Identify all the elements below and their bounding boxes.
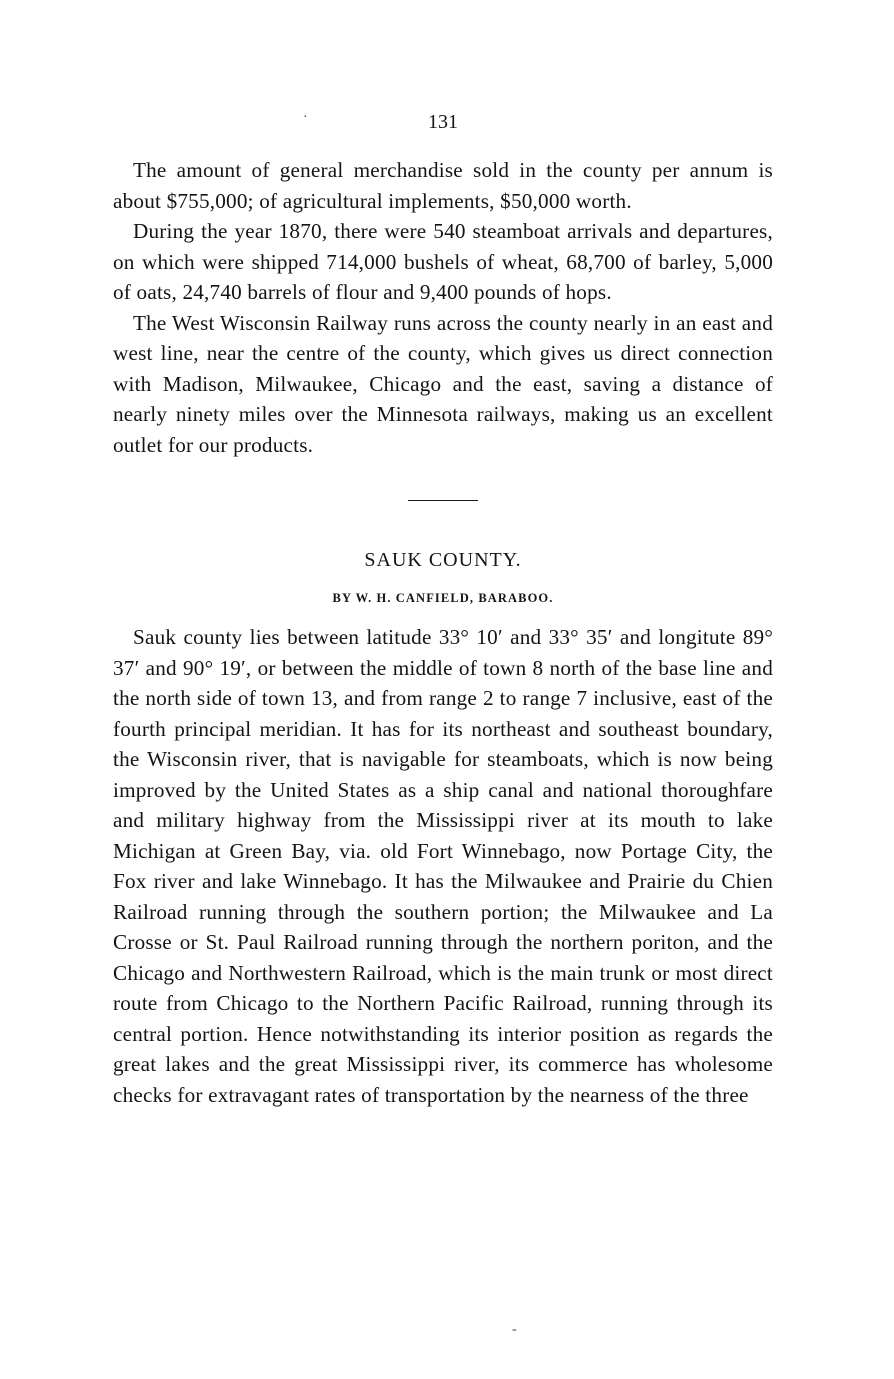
- paragraph-railway: The West Wisconsin Railway runs across the county nearly in an east and west line, near the centre of the county, which gives us direct connection with Madison, Milwaukee, Chicago and the east, saving a distance of nearly ninety miles over the Minnesota railways, making us an excellent outlet for our products.: [113, 310, 773, 457]
- section-byline: BY W. H. CANFIELD, BARABOO.: [332, 591, 554, 605]
- print-speck: -: [512, 1322, 517, 1337]
- section-title: SAUK COUNTY.: [364, 549, 522, 571]
- paragraph-merchandise: The amount of general merchandise sold in the county per annum is about $755,000; of agricultural implements, $50,000 worth.: [113, 158, 773, 213]
- section-divider: [408, 500, 478, 501]
- print-speck: ·: [303, 110, 308, 125]
- paragraph-sauk-county: Sauk county lies between latitude 33° 10′ and 33° 35′ and longitute 89° 37′ and 90° 19′, or between the middle of town 8 north of the base line and the north side of town 13, and from range 2 to range 7 inclusive, east of the fourth principal meridian. It has for its northeast and southeast boundary, the Wisconsin river, that is navigable for steamboats, which is now being improved by the United States as a ship canal and national thoroughfare and military highway from the Mississippi river at its mouth to lake Michigan at Green Bay, via. old Fort Winnebago, now Portage City, the Fox river and lake Winnebago. It has the Milwaukee and Prairie du Chien Railroad running through the southern portion; the Milwaukee and La Crosse or St. Paul Railroad running through the northern poriton, and the Chicago and Northwestern Railroad, which is the main trunk or most direct route from Chicago to the Northern Pacific Railroad, running through its central portion. Hence notwithstanding its interior position as regards the great lakes and the great Mississippi river, its commerce has wholesome checks for extravagant rates of transportation by the nearness of the three: [113, 625, 773, 1107]
- paragraph-steamboat: During the year 1870, there were 540 steamboat arrivals and departures, on which were shipped 714,000 bushels of wheat, 68,700 of barley, 5,000 of oats, 24,740 barrels of flour and 9,400 pounds of hops.: [113, 219, 773, 304]
- page-number: 131: [428, 111, 458, 133]
- book-page: [113, 108, 773, 1110]
